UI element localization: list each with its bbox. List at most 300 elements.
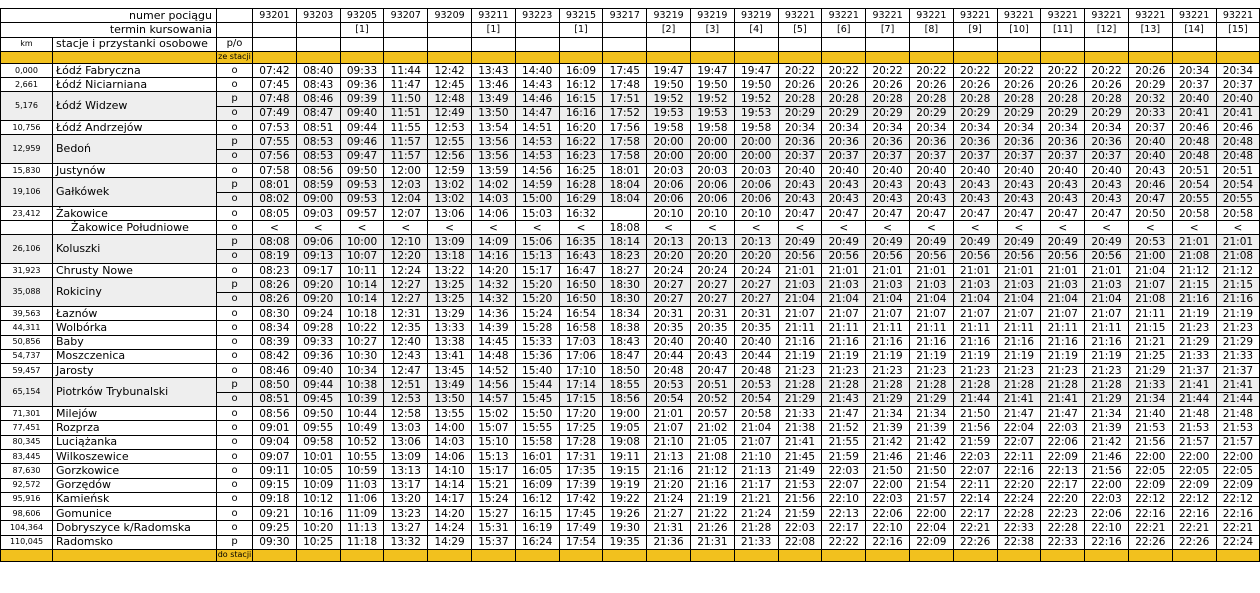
departure-time: 21:23 [866,364,910,378]
departure-time: 21:28 [953,378,997,392]
departure-time: < [471,221,515,235]
po-header: p/o [217,37,253,51]
departure-time: 21:28 [822,378,866,392]
to-station-cell [997,549,1041,561]
departure-time: 20:40 [1128,149,1172,163]
station-row [1,449,1260,463]
departure-time: 22:03 [1041,421,1085,435]
departure-time: 21:12 [690,464,734,478]
departure-time: 20:32 [1128,92,1172,106]
departure-time: 18:47 [603,349,647,363]
departure-time: 21:26 [690,521,734,535]
departure-time: 20:56 [953,249,997,263]
departure-time: 13:27 [384,521,428,535]
departure-time: 08:51 [253,392,297,406]
to-station-cell [1041,549,1085,561]
departure-time: 15:06 [515,235,559,249]
departure-time: 21:46 [1085,449,1129,463]
blank-cell [296,37,340,51]
station-row [1,163,1260,177]
departure-time: 20:26 [1085,78,1129,92]
departure-time: 20:28 [1041,92,1085,106]
departure-time: 19:47 [647,63,691,77]
departure-time: 12:47 [384,364,428,378]
departure-time: 21:08 [1216,249,1260,263]
departure-time: 11:57 [384,149,428,163]
departure-time: 20:49 [1085,235,1129,249]
departure-time: 22:07 [953,464,997,478]
departure-time: 20:49 [1041,235,1085,249]
departure-time: < [1172,221,1216,235]
departure-time: 21:57 [1216,435,1260,449]
departure-time: 22:03 [866,492,910,506]
station-km: 15,830 [1,163,53,177]
arrival-departure-mark: o [217,206,253,220]
departure-time: 20:06 [647,192,691,206]
blank-cell [253,37,297,51]
departure-time: 14:46 [515,92,559,106]
departure-time: 20:44 [734,349,778,363]
departure-time: 14:48 [471,349,515,363]
to-station-cell [1172,549,1216,561]
departure-time: 07:49 [253,106,297,120]
departure-time: 20:26 [909,78,953,92]
departure-time: 21:55 [822,435,866,449]
departure-time: 13:29 [428,306,472,320]
departure-time: 21:03 [953,278,997,292]
station-name: Łódź Niciarniana [53,78,217,92]
departure-time: 10:18 [340,306,384,320]
departure-time: 20:27 [690,292,734,306]
departure-time: 21:34 [1085,407,1129,421]
departure-time: 14:09 [471,235,515,249]
departure-time: 19:58 [690,121,734,135]
departure-time: 21:37 [1172,364,1216,378]
departure-time: 21:28 [734,521,778,535]
train-term: [11] [1041,23,1085,37]
departure-time: 21:34 [866,407,910,421]
departure-time: 21:08 [1172,249,1216,263]
departure-time: 08:34 [253,321,297,335]
train-term: [4] [734,23,778,37]
arrival-departure-mark: o [217,349,253,363]
departure-time: 20:00 [690,135,734,149]
departure-time: 20:48 [1216,135,1260,149]
departure-time: 08:08 [253,235,297,249]
departure-time: 21:11 [1128,306,1172,320]
departure-time: 21:11 [909,321,953,335]
departure-time: 20:58 [1216,206,1260,220]
departure-time: 15:40 [515,364,559,378]
blank-cell [603,37,647,51]
departure-time: 20:48 [1172,149,1216,163]
departure-time: 22:28 [997,507,1041,521]
arrival-departure-mark: o [217,435,253,449]
departure-time: 10:30 [340,349,384,363]
departure-time: 08:39 [253,335,297,349]
departure-time: 20:40 [1172,92,1216,106]
departure-time: 21:28 [866,378,910,392]
departure-time: 09:33 [340,63,384,77]
departure-time: 21:23 [1216,321,1260,335]
arrival-departure-mark: o [217,464,253,478]
departure-time: 08:43 [296,78,340,92]
departure-time: 09:57 [340,206,384,220]
departure-time: 13:09 [384,449,428,463]
station-row [1,178,1260,192]
departure-time: 09:33 [296,335,340,349]
departure-time: 22:06 [1085,507,1129,521]
departure-time: 21:39 [866,421,910,435]
departure-time: 13:32 [384,535,428,549]
departure-time: 21:16 [1085,335,1129,349]
departure-time: 21:28 [909,378,953,392]
departure-time: 20:03 [734,163,778,177]
departure-time: 10:01 [296,449,340,463]
departure-time: 21:42 [1085,435,1129,449]
station-row [1,235,1260,249]
arrival-departure-mark: o [217,478,253,492]
departure-time: 22:09 [1216,478,1260,492]
from-station-cell [471,51,515,63]
departure-time: 21:48 [1216,407,1260,421]
departure-time: 19:53 [734,106,778,120]
station-km: 39,563 [1,306,53,320]
departure-time: 15:31 [471,521,515,535]
departure-time: 20:28 [997,92,1041,106]
departure-time: 14:32 [471,278,515,292]
departure-time: 21:13 [647,449,691,463]
departure-time: 20:37 [866,149,910,163]
departure-time: 21:23 [997,364,1041,378]
departure-time: 10:12 [296,492,340,506]
departure-time: 09:47 [340,149,384,163]
blank-cell [1085,37,1129,51]
departure-time: 21:16 [647,464,691,478]
departure-time: 21:34 [1128,392,1172,406]
departure-time: 20:20 [734,249,778,263]
departure-time: 21:39 [909,421,953,435]
departure-time: 09:39 [340,92,384,106]
departure-time: 15:28 [515,321,559,335]
from-station-cell [1172,51,1216,63]
departure-time: 20:28 [953,92,997,106]
departure-time: 10:38 [340,378,384,392]
departure-time: 12:49 [428,106,472,120]
station-name: Łódź Fabryczna [53,63,217,77]
departure-time: 10:00 [340,235,384,249]
departure-time: 22:04 [997,421,1041,435]
blank-cell [53,549,217,561]
train-number: 93209 [428,9,472,23]
departure-time: 21:01 [866,264,910,278]
station-km: 104,364 [1,521,53,535]
departure-time: 21:07 [909,306,953,320]
to-station-cell [1216,549,1260,561]
departure-time: 20:49 [909,235,953,249]
departure-time: 21:01 [909,264,953,278]
departure-time: 15:33 [515,335,559,349]
departure-time: 13:02 [428,192,472,206]
station-km: 77,451 [1,421,53,435]
departure-time: 16:12 [515,492,559,506]
departure-time: 21:40 [1128,407,1172,421]
departure-time: 21:03 [778,278,822,292]
departure-time: 21:19 [997,349,1041,363]
departure-time: 20:29 [1041,106,1085,120]
station-km: 110,045 [1,535,53,549]
departure-time: 19:50 [647,78,691,92]
train-number: 93207 [384,9,428,23]
departure-time: 21:16 [997,335,1041,349]
departure-time: 20:56 [822,249,866,263]
departure-time: 12:24 [384,264,428,278]
departure-time: 20:26 [778,78,822,92]
departure-time: 20:40 [1128,135,1172,149]
departure-time: 20:56 [909,249,953,263]
departure-time: 08:56 [296,163,340,177]
departure-time: 20:47 [1041,206,1085,220]
departure-time: 21:11 [822,321,866,335]
departure-time: 16:19 [515,521,559,535]
arrival-departure-mark: o [217,507,253,521]
departure-time: 22:16 [1172,507,1216,521]
departure-time: 22:00 [1128,449,1172,463]
departure-time: < [384,221,428,235]
blank-cell [1172,37,1216,51]
departure-time: 17:10 [559,364,603,378]
departure-time: 20:34 [822,121,866,135]
departure-time: 22:26 [1128,535,1172,549]
departure-time: < [1216,221,1260,235]
from-station-label: ze stacji [218,52,251,62]
departure-time: 21:11 [778,321,822,335]
departure-time: 21:16 [1216,292,1260,306]
departure-time: 20:29 [997,106,1041,120]
blank-cell [217,23,253,37]
departure-time: < [734,221,778,235]
departure-time: 20:34 [1085,121,1129,135]
departure-time: 17:15 [559,392,603,406]
departure-time: 21:23 [953,364,997,378]
departure-time: 22:16 [1216,507,1260,521]
departure-time: 21:21 [1128,335,1172,349]
departure-time: 22:17 [953,507,997,521]
departure-time: 12:58 [384,407,428,421]
station-row [1,78,1260,92]
departure-time: 20:29 [822,106,866,120]
departure-time: 22:10 [822,492,866,506]
departure-time: 21:25 [1128,349,1172,363]
departure-time: 22:05 [1172,464,1216,478]
station-km: 59,457 [1,364,53,378]
departure-time: 09:55 [296,421,340,435]
from-station-cell [428,51,472,63]
station-row [1,521,1260,535]
departure-time: 20:29 [1085,106,1129,120]
departure-time: 13:25 [428,292,472,306]
departure-time: 10:20 [296,521,340,535]
departure-time: 16:05 [515,464,559,478]
departure-time: 21:33 [778,407,822,421]
departure-time: 11:06 [340,492,384,506]
station-km: 23,412 [1,206,53,220]
station-km: 2,661 [1,78,53,92]
departure-time: 10:55 [340,449,384,463]
departure-time: 22:00 [1216,449,1260,463]
departure-time: 21:05 [690,435,734,449]
departure-time: 14:39 [471,321,515,335]
departure-time: 13:38 [428,335,472,349]
departure-time: 21:33 [734,535,778,549]
departure-time: 20:20 [647,249,691,263]
departure-time: 20:22 [778,63,822,77]
departure-time: 20:28 [866,92,910,106]
station-km: 12,959 [1,135,53,164]
departure-time: 22:03 [778,521,822,535]
departure-time: 18:56 [603,392,647,406]
departure-time: 21:33 [1128,378,1172,392]
blank-cell [1216,37,1260,51]
from-station-cell [734,51,778,63]
departure-time: 21:39 [1085,421,1129,435]
departure-time: 20:46 [1128,178,1172,192]
departure-time: 22:14 [953,492,997,506]
departure-time: 13:20 [384,492,428,506]
departure-time: 08:26 [253,278,297,292]
departure-time: < [515,221,559,235]
departure-time: 20:43 [909,178,953,192]
departure-time: 21:03 [866,278,910,292]
departure-time: 13:49 [471,92,515,106]
departure-time: 21:03 [1041,278,1085,292]
departure-time: 19:08 [603,435,647,449]
departure-time: 20:34 [953,121,997,135]
departure-time: 19:58 [647,121,691,135]
train-number: 93219 [647,9,691,23]
departure-time: 16:54 [559,306,603,320]
station-km: 5,176 [1,92,53,121]
departure-time: 17:03 [559,335,603,349]
departure-time: 21:54 [909,478,953,492]
departure-time: 21:45 [778,449,822,463]
departure-time: 10:44 [340,407,384,421]
departure-time: < [296,221,340,235]
departure-time: 21:11 [997,321,1041,335]
arrival-departure-mark: o [217,521,253,535]
departure-time: 08:53 [296,135,340,149]
departure-time: 21:04 [734,421,778,435]
departure-time: 08:51 [296,121,340,135]
departure-time: 21:01 [953,264,997,278]
departure-time: 21:01 [1172,235,1216,249]
station-row [1,464,1260,478]
departure-time: 14:06 [428,449,472,463]
departure-time: 20:43 [778,192,822,206]
blank-cell [471,37,515,51]
train-number: 93223 [515,9,559,23]
departure-time: 21:03 [822,278,866,292]
departure-time: 21:07 [1085,306,1129,320]
departure-time: 09:13 [296,249,340,263]
departure-time: 20:28 [822,92,866,106]
blank-cell [217,9,253,23]
blank-cell [428,37,472,51]
departure-time: 21:16 [822,335,866,349]
departure-time: 21:10 [734,449,778,463]
departure-time: 21:23 [909,364,953,378]
blank-cell [515,37,559,51]
departure-time: 21:19 [1216,306,1260,320]
station-km: 50,856 [1,335,53,349]
departure-time: 19:50 [734,78,778,92]
arrival-departure-mark: p [217,135,253,149]
departure-time: 20:10 [734,206,778,220]
departure-time: 09:24 [296,306,340,320]
departure-time: 16:58 [559,321,603,335]
departure-time: 22:00 [909,507,953,521]
departure-time: 20:53 [1128,235,1172,249]
station-name: Justynów [53,163,217,177]
departure-time: 20:34 [866,121,910,135]
station-row [1,535,1260,549]
from-station-cell [340,51,384,63]
departure-time: 15:27 [471,507,515,521]
departure-time: 20:40 [909,163,953,177]
blank-cell [690,37,734,51]
station-km: 95,916 [1,492,53,506]
departure-time: 21:07 [1128,278,1172,292]
departure-time: 08:56 [253,407,297,421]
departure-time: 18:34 [603,306,647,320]
departure-time: 19:00 [603,407,647,421]
departure-time: 22:21 [1172,521,1216,535]
arrival-departure-mark: o [217,163,253,177]
departure-time: 21:04 [1085,292,1129,306]
departure-time: 21:01 [1216,235,1260,249]
departure-time: 14:10 [428,464,472,478]
departure-time: 12:04 [384,192,428,206]
station-name: Gorzkowice [53,464,217,478]
departure-time: 20:48 [1172,135,1216,149]
departure-time: 16:20 [559,121,603,135]
departure-time: 21:19 [822,349,866,363]
departure-time: 19:11 [603,449,647,463]
departure-time: 21:04 [866,292,910,306]
departure-time: 21:29 [1216,335,1260,349]
departure-time: 16:01 [515,449,559,463]
train-term [603,23,647,37]
departure-time: 21:01 [822,264,866,278]
departure-time: 22:03 [822,464,866,478]
arrival-departure-mark: p [217,235,253,249]
departure-time: 14:43 [515,78,559,92]
departure-time: 22:33 [1041,535,1085,549]
from-station-cell [603,51,647,63]
departure-time: 14:14 [428,478,472,492]
departure-time: 20:36 [1085,135,1129,149]
departure-time: 15:20 [515,292,559,306]
departure-time: 12:55 [428,135,472,149]
departure-time: 20:47 [953,206,997,220]
departure-time: 14:57 [471,392,515,406]
departure-time: 20:27 [647,278,691,292]
departure-time: 15:36 [515,349,559,363]
departure-time: 15:20 [515,278,559,292]
departure-time: 20:26 [953,78,997,92]
departure-time: 07:45 [253,78,297,92]
departure-time: 22:08 [778,535,822,549]
